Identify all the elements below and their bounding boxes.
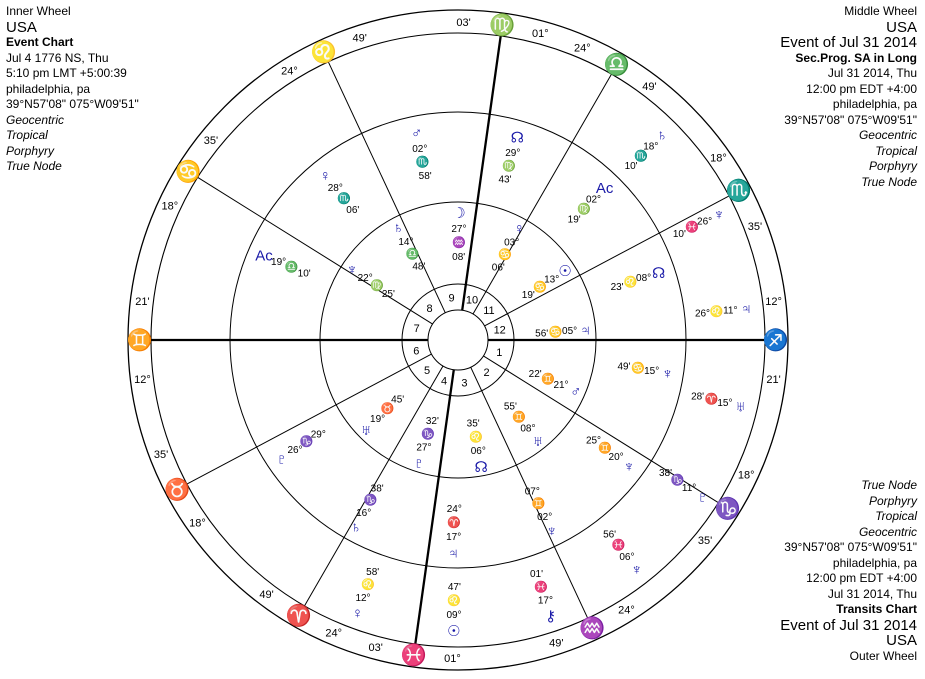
progressed-planet-glyph-4: Ac xyxy=(595,179,614,197)
natal-planet-minute-7: 55' xyxy=(503,401,517,413)
transit-planet-degree-4: 11° xyxy=(681,483,697,495)
transit-planet-degree-7: 09° xyxy=(446,610,462,621)
progressed-planet-glyph-10: ♄ xyxy=(350,518,362,536)
chart-method: Sec.Prog. SA in Long xyxy=(795,50,917,65)
progressed-planet-sign-3: ♍ xyxy=(502,160,516,173)
cusp-minute-4: 03' xyxy=(368,642,383,655)
natal-planet-glyph-8: ☊ xyxy=(474,458,488,476)
natal-planet-minute-8: 35' xyxy=(466,418,480,430)
natal-planet-minute-10: 45' xyxy=(391,394,405,406)
progressed-planet-glyph-9: ♃ xyxy=(447,544,460,562)
natal-planet-sign-1: ♎ xyxy=(405,248,420,261)
transit-planet-minute-6: 01' xyxy=(529,569,544,581)
transit-planet-sign-2: ♌ xyxy=(709,306,724,319)
chart-place: philadelphia, pa xyxy=(832,555,917,570)
setting-house-system: Porphyry xyxy=(868,493,917,508)
setting-type: Tropical xyxy=(875,143,917,158)
progressed-planet-degree-2: 02° xyxy=(412,143,428,155)
natal-planet-minute-1: 48' xyxy=(412,261,426,273)
natal-planet-degree-1: 14° xyxy=(398,236,414,248)
transit-planet-minute-5: 56' xyxy=(603,529,617,541)
natal-planet-glyph-2: ☽ xyxy=(452,205,466,222)
transit-planet-minute-7: 47' xyxy=(447,582,461,593)
natal-planet-sign-4: ♋ xyxy=(533,281,547,294)
cusp-sign-7: ♊ xyxy=(126,329,154,352)
cusp-sign-6: ♉ xyxy=(164,478,191,502)
natal-planet-sign-6: ♊ xyxy=(541,373,555,386)
progressed-planet-minute-8: 07° xyxy=(524,486,540,498)
transit-planet-sign-3: ♈ xyxy=(704,393,719,406)
transit-planet-sign-6: ♓ xyxy=(534,581,548,594)
progressed-planet-degree-8: 02° xyxy=(537,511,553,523)
transit-planet-glyph-1: ♆ xyxy=(713,206,725,224)
natal-planet-sign-3: ♋ xyxy=(498,249,512,261)
natal-planet-minute-9: 32' xyxy=(425,416,439,427)
cusp-sign-5: ♈ xyxy=(285,604,313,628)
setting-type: Tropical xyxy=(6,128,48,142)
cusp-sign-1: ♐ xyxy=(762,329,790,352)
progressed-planet-glyph-3: ☊ xyxy=(510,129,524,147)
transit-planet-sign-8: ♌ xyxy=(361,578,375,591)
chart-coords: 39°N57'08" 075°W09'51" xyxy=(784,112,917,127)
chart-place: philadelphia, pa xyxy=(6,81,91,96)
cusp-degree-12: 18° xyxy=(710,152,727,165)
transit-planet-sign-1: ♓ xyxy=(685,221,699,234)
progressed-planet-minute-2: 58' xyxy=(418,171,432,183)
chart-time: 12:00 pm EDT +4:00 xyxy=(806,571,917,585)
transit-planet-sign-0: ♏ xyxy=(634,150,648,163)
house-number-1: 1 xyxy=(496,346,503,359)
cusp-line-6 xyxy=(187,354,432,484)
cusp-sign-11: ♎ xyxy=(603,53,631,77)
transit-planet-sign-7: ♌ xyxy=(447,595,462,607)
chart-coords: 39°N57'08" 075°W09'51" xyxy=(6,97,139,111)
cusp-sign-3: ♒ xyxy=(579,617,606,641)
progressed-planet-sign-11: ♑ xyxy=(299,436,314,449)
chart-name: USA xyxy=(6,18,37,36)
progressed-planet-degree-0: 19° xyxy=(271,257,287,269)
setting-node: True Node xyxy=(861,478,917,492)
natal-planet-sign-5: ♋ xyxy=(548,326,563,339)
transit-planet-degree-8: 12° xyxy=(355,593,371,604)
cusp-degree-9: 24° xyxy=(281,65,298,78)
progressed-planet-glyph-7: ♆ xyxy=(623,458,635,476)
natal-planet-glyph-7: ♅ xyxy=(532,433,544,450)
transit-planet-minute-2: 26° xyxy=(694,308,711,320)
progressed-planet-glyph-1: ♀ xyxy=(319,167,331,185)
natal-planet-sign-9: ♑ xyxy=(421,428,436,441)
progressed-planet-sign-0: ♎ xyxy=(284,261,299,274)
natal-planet-degree-7: 08° xyxy=(520,423,536,435)
natal-planet-glyph-0: ♆ xyxy=(346,261,358,279)
setting-node: True Node xyxy=(861,174,917,189)
cusp-minute-2: 35' xyxy=(697,535,713,548)
transit-planet-degree-5: 06° xyxy=(619,551,635,563)
house-number-3: 3 xyxy=(461,377,468,390)
natal-planet-minute-4: 19' xyxy=(521,290,535,301)
progressed-planet-sign-6: ♋ xyxy=(631,362,645,375)
transit-planet-minute-8: 58' xyxy=(366,566,380,578)
progressed-planet-sign-1: ♏ xyxy=(337,193,351,206)
natal-planet-minute-5: 56' xyxy=(535,328,549,340)
setting-zodiac: Geocentric xyxy=(858,128,917,142)
progressed-planet-sign-10: ♑ xyxy=(363,494,378,507)
transit-planet-minute-3: 28' xyxy=(691,391,705,403)
house-number-7: 7 xyxy=(413,323,420,336)
progressed-planet-minute-1: 06' xyxy=(346,205,360,216)
progressed-planet-degree-4: 02° xyxy=(585,194,602,206)
cusp-minute-9: 49' xyxy=(352,32,367,45)
cusp-degree-1: 12° xyxy=(765,296,782,309)
progressed-planet-glyph-2: ♂ xyxy=(410,125,423,143)
house-number-11: 11 xyxy=(483,305,495,318)
cusp-minute-8: 35' xyxy=(203,134,219,147)
cusp-degree-11: 24° xyxy=(573,42,591,55)
natal-planet-sign-7: ♊ xyxy=(512,411,527,424)
chart-date: Jul 31 2014, Thu xyxy=(827,66,917,80)
cusp-minute-6: 35' xyxy=(153,449,169,461)
setting-house-system: Porphyry xyxy=(868,159,917,173)
chart-event: Event of Jul 31 2014 xyxy=(780,34,917,51)
chart-time: 5:10 pm LMT +5:00:39 xyxy=(6,66,127,80)
cusp-degree-6: 18° xyxy=(189,517,206,530)
cusp-sign-4: ♓ xyxy=(400,643,427,667)
chart-type: Event Chart xyxy=(6,35,74,49)
progressed-planet-sign-8: ♊ xyxy=(531,498,546,511)
cusp-line-12 xyxy=(485,196,730,326)
cusp-degree-8: 18° xyxy=(161,200,179,213)
progressed-planet-degree-3: 29° xyxy=(505,147,521,159)
natal-planet-sign-0: ♍ xyxy=(369,280,384,293)
progressed-planet-minute-5: 23' xyxy=(610,282,624,293)
progressed-planet-degree-6: 15° xyxy=(644,365,660,377)
natal-planet-degree-6: 21° xyxy=(553,380,569,392)
cusp-minute-11: 49' xyxy=(642,81,657,93)
cusp-degree-10: 03' xyxy=(456,17,471,29)
transit-planet-glyph-0: ♄ xyxy=(656,126,668,144)
natal-planet-glyph-10: ♅ xyxy=(360,422,372,440)
natal-planet-degree-2: 27° xyxy=(451,224,467,235)
chart-date: Jul 4 1776 NS, Thu xyxy=(6,50,109,65)
progressed-planet-degree-5: 08° xyxy=(636,273,652,284)
cusp-minute-10: 01° xyxy=(531,27,549,40)
house-number-9: 9 xyxy=(448,292,455,305)
natal-planet-glyph-6: ♂ xyxy=(570,383,582,401)
natal-planet-sign-10: ♉ xyxy=(380,403,395,416)
transit-planet-sign-4: ♑ xyxy=(670,474,685,487)
progressed-planet-minute-7: 25° xyxy=(585,435,602,447)
natal-planet-minute-2: 08' xyxy=(452,252,466,263)
natal-planet-degree-0: 22° xyxy=(357,273,373,285)
progressed-planet-sign-2: ♏ xyxy=(415,156,430,169)
progressed-planet-degree-11: 26° xyxy=(287,444,303,456)
transit-planet-sign-5: ♓ xyxy=(611,539,626,552)
progressed-planet-sign-5: ♌ xyxy=(623,276,638,289)
chart-date: Jul 31 2014, Thu xyxy=(827,586,917,601)
house-number-12: 12 xyxy=(493,324,506,337)
natal-planet-minute-3: 06' xyxy=(491,262,505,274)
cusp-degree-4: 01° xyxy=(444,653,461,665)
house-number-4: 4 xyxy=(440,375,448,388)
progressed-planet-minute-6: 49' xyxy=(617,361,631,373)
setting-zodiac: Geocentric xyxy=(6,112,65,127)
transit-planet-glyph-4: ♇ xyxy=(696,488,709,506)
transit-planet-glyph-2: ♃ xyxy=(740,300,752,318)
progressed-planet-minute-3: 43' xyxy=(498,174,512,186)
natal-planet-minute-0: 25' xyxy=(381,288,395,300)
progressed-planet-glyph-0: Ac xyxy=(255,247,273,265)
cusp-minute-3: 49' xyxy=(549,637,564,650)
transit-planet-glyph-3: ♅ xyxy=(734,398,747,416)
cusp-minute-5: 49' xyxy=(259,589,274,601)
transit-planet-degree-2: 11° xyxy=(723,305,738,317)
transit-planet-degree-0: 18° xyxy=(643,141,659,153)
progressed-planet-degree-7: 20° xyxy=(608,451,624,463)
progressed-planet-glyph-8: ♆ xyxy=(546,523,558,541)
natal-planet-glyph-4: ☉ xyxy=(558,262,572,280)
natal-planet-glyph-3: ♀ xyxy=(513,220,525,238)
transit-planet-glyph-6: ⚷ xyxy=(545,607,557,625)
wheel-label: Inner Wheel xyxy=(6,4,71,18)
natal-planet-glyph-5: ♃ xyxy=(579,321,592,339)
progressed-planet-degree-10: 16° xyxy=(356,507,372,519)
cusp-minute-1: 21' xyxy=(766,373,781,386)
progressed-planet-minute-4: 19' xyxy=(567,214,581,226)
natal-planet-glyph-9: ♇ xyxy=(413,454,425,472)
chart-name: USA xyxy=(886,632,917,649)
natal-planet-degree-5: 05° xyxy=(562,326,578,338)
cusp-degree-2: 18° xyxy=(737,469,755,482)
transit-planet-minute-0: 10' xyxy=(624,161,638,173)
transit-planet-glyph-8: ♀ xyxy=(351,605,364,622)
transit-planet-degree-3: 15° xyxy=(717,397,733,409)
natal-planet-sign-8: ♌ xyxy=(468,431,483,444)
natal-planet-minute-6: 22' xyxy=(528,369,542,381)
cusp-degree-3: 24° xyxy=(618,604,635,617)
house-number-6: 6 xyxy=(413,345,420,358)
center-circle xyxy=(428,310,488,370)
progressed-planet-glyph-11: ♇ xyxy=(276,450,288,468)
house-number-5: 5 xyxy=(424,364,431,377)
progressed-planet-glyph-6: ♆ xyxy=(661,365,674,383)
chart-place: philadelphia, pa xyxy=(832,97,917,111)
house-number-10: 10 xyxy=(465,294,479,307)
setting-type: Tropical xyxy=(875,509,917,523)
cusp-degree-7: 12° xyxy=(134,373,151,386)
chart-coords: 39°N57'08" 075°W09'51" xyxy=(784,540,917,554)
transit-planet-degree-1: 26° xyxy=(697,216,713,228)
chart-type: Transits Chart xyxy=(836,602,917,616)
setting-zodiac: Geocentric xyxy=(858,524,917,539)
progressed-planet-sign-4: ♍ xyxy=(577,203,591,216)
chart-event: Event of Jul 31 2014 xyxy=(780,616,917,634)
setting-house-system: Porphyry xyxy=(6,143,55,158)
wheel-label: Middle Wheel xyxy=(844,4,917,18)
natal-planet-glyph-1: ♄ xyxy=(392,219,405,237)
chart-name: USA xyxy=(886,18,917,36)
progressed-planet-sign-7: ♊ xyxy=(597,442,612,455)
natal-planet-degree-3: 03° xyxy=(504,237,520,249)
natal-planet-degree-8: 06° xyxy=(470,446,486,458)
natal-planet-degree-10: 19° xyxy=(370,413,386,425)
setting-node: True Node xyxy=(6,159,62,173)
progressed-planet-sign-9: ♈ xyxy=(447,517,461,529)
cusp-sign-10: ♍ xyxy=(489,14,516,38)
natal-planet-degree-4: 13° xyxy=(544,274,560,286)
cusp-degree-5: 24° xyxy=(325,627,343,640)
cusp-sign-8: ♋ xyxy=(175,160,202,184)
house-number-8: 8 xyxy=(426,302,433,315)
transit-planet-minute-1: 10' xyxy=(672,228,686,240)
progressed-planet-degree-9: 17° xyxy=(446,532,462,543)
natal-planet-sign-2: ♒ xyxy=(451,237,466,249)
cusp-sign-9: ♌ xyxy=(310,40,337,64)
wheel-label: Outer Wheel xyxy=(849,648,917,663)
transit-planet-glyph-5: ♆ xyxy=(631,561,643,579)
chart-time: 12:00 pm EDT +4:00 xyxy=(806,81,917,96)
progressed-planet-degree-1: 28° xyxy=(327,183,343,195)
progressed-planet-glyph-5: ☊ xyxy=(652,264,666,282)
house-number-2: 2 xyxy=(483,367,490,380)
cusp-sign-2: ♑ xyxy=(714,497,741,521)
transit-planet-glyph-7: ☉ xyxy=(447,623,461,640)
transit-planet-minute-4: 38' xyxy=(658,468,673,480)
progressed-planet-minute-0: 10' xyxy=(297,268,311,280)
progressed-planet-minute-11: 29° xyxy=(310,429,326,441)
natal-planet-degree-9: 27° xyxy=(416,442,432,454)
cusp-sign-12: ♏ xyxy=(725,179,752,203)
progressed-planet-minute-9: 24° xyxy=(446,504,462,515)
progressed-planet-minute-10: 38' xyxy=(370,483,384,495)
transit-planet-degree-6: 17° xyxy=(537,595,553,607)
cusp-minute-7: 21' xyxy=(135,296,150,309)
cusp-minute-12: 35' xyxy=(747,221,763,233)
